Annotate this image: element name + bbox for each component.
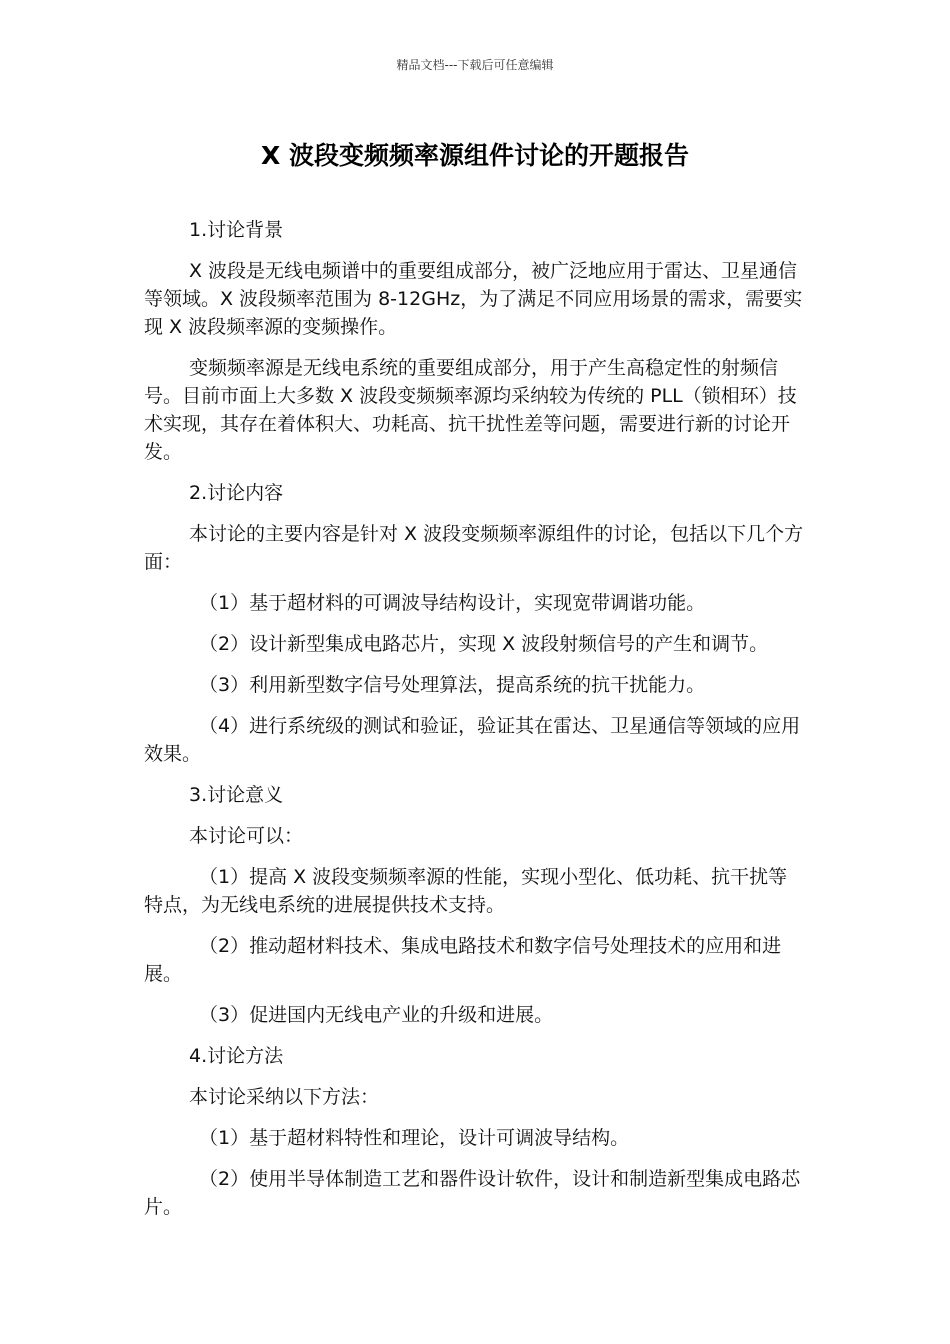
paragraph: 本讨论可以： bbox=[189, 825, 304, 847]
paragraph: 变频频率源是无线电系统的重要组成部分，用于产生高稳定性的射频信号。目前市面上大多数 X 波段变频频率源均采纳较为传统的 PLL（锁相环）技术实现，其存在着体积大、功耗高、抗干扰性差等问题，需要进行新的讨论开发。 bbox=[144, 357, 797, 463]
document-body bbox=[144, 216, 806, 1234]
section-heading-content: 2.讨论内容 bbox=[189, 482, 284, 504]
page-header: 精品文档---下载后可任意编辑 bbox=[396, 58, 554, 72]
list-item: （2）使用半导体制造工艺和器件设计软件，设计和制造新型集成电路芯片。 bbox=[144, 1168, 801, 1218]
list-item: （3）促进国内无线电产业的升级和进展。 bbox=[199, 1004, 554, 1026]
paragraph: 本讨论的主要内容是针对 X 波段变频频率源组件的讨论，包括以下几个方面： bbox=[144, 523, 804, 573]
list-item: （1）提高 X 波段变频频率源的性能，实现小型化、低功耗、抗干扰等特点，为无线电系统的进展提供技术支持。 bbox=[144, 866, 788, 916]
list-item: （3）利用新型数字信号处理算法，提高系统的抗干扰能力。 bbox=[199, 674, 706, 696]
paragraph: 本讨论采纳以下方法： bbox=[189, 1086, 380, 1108]
list-item: （1）基于超材料特性和理论，设计可调波导结构。 bbox=[199, 1127, 630, 1149]
list-item: （2）推动超材料技术、集成电路技术和数字信号处理技术的应用和进展。 bbox=[144, 935, 782, 985]
list-item: （1）基于超材料的可调波导结构设计，实现宽带调谐功能。 bbox=[199, 592, 706, 614]
list-item: （2）设计新型集成电路芯片，实现 X 波段射频信号的产生和调节。 bbox=[199, 633, 769, 655]
section-heading-significance: 3.讨论意义 bbox=[189, 784, 284, 806]
list-item: （4）进行系统级的测试和验证，验证其在雷达、卫星通信等领域的应用效果。 bbox=[144, 715, 801, 765]
section-heading-method: 4.讨论方法 bbox=[189, 1045, 284, 1067]
section-heading-background: 1.讨论背景 bbox=[189, 219, 284, 241]
document-title: X 波段变频频率源组件讨论的开题报告 bbox=[261, 141, 689, 170]
paragraph: X 波段是无线电频谱中的重要组成部分，被广泛地应用于雷达、卫星通信等领域。X 波段频率范围为 8-12GHz，为了满足不同应用场景的需求，需要实现 X 波段频率源的变频操作。 bbox=[144, 260, 803, 338]
